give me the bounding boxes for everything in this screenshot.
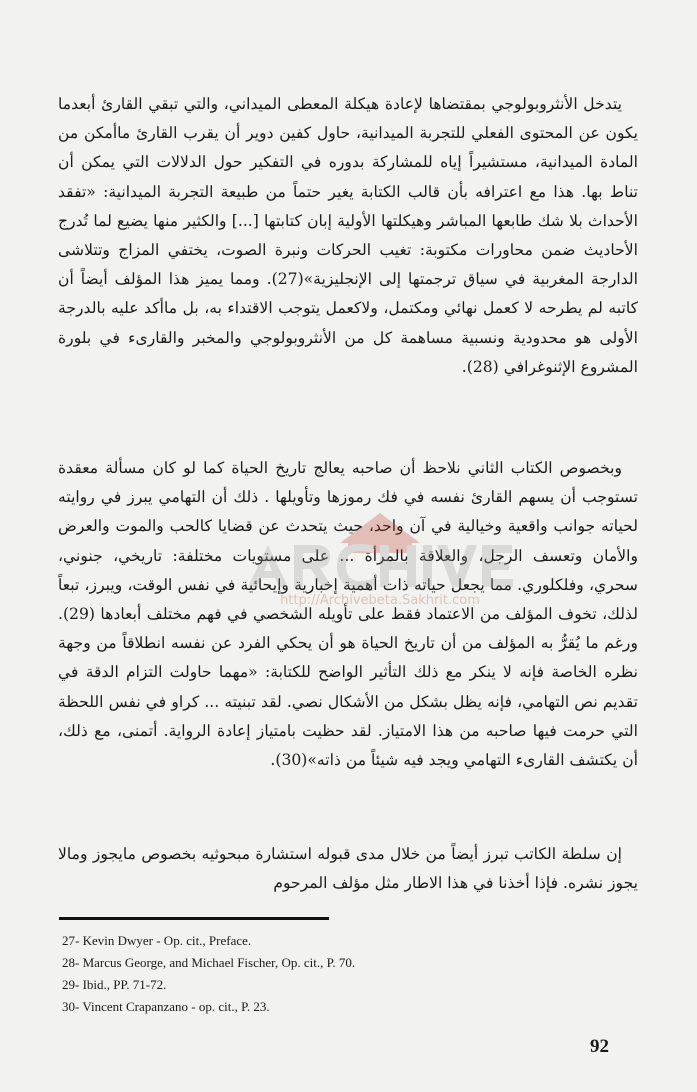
body-paragraph-1 (58, 90, 638, 382)
body-paragraph-3 (58, 840, 638, 898)
footnote-30: 30- Vincent Crapanzano - op. cit., P. 23. (62, 999, 270, 1014)
page-number: 92 (590, 1036, 609, 1057)
footnote-29: 29- Ibid., PP. 71-72. (62, 977, 167, 992)
paragraph-text: وبخصوص الكتاب الثاني نلاحظ أن صاحبه يعالج تاريخ الحياة كما لو كان مسألة معقدة تستوجب أن يسهم القارئ نفسه في فك رموزها وتأويلها . ذلك أن التهامي يبرز في روايته لحياته جوانب واقعية وخيالية في آن واحد، حيث يتحدث عن قضايا كالحب والموت والعرض والأمان وتعسف الرجل، والعلاقة بالمرأة ... على مستويات مختلفة: تاريخي، جنوني، سحري، وفلكلوري. مما يجعل حياته ذات أهمية إخبارية وإيحائية في نفس الوقت، ويبرز، تبعاً لذلك، تخوف المؤلف من الاعتماد فقط على تأويله الشخصي في فهم مختلف أبعادها (29). ورغم ما يُقرُّ به المؤلف من أن تاريخ الحياة هو أن يحكي الفرد عن نفسه انطلاقاً من وجهة نظره الخاصة فإنه لا ينكر مع ذلك التأثير الواضح للكتابة: «مهما حاولت التزام الدقة في تقديم نص التهامي، فإنه يظل بشكل من الأشكال نصي. لقد تبنيته ... كراو في نفس اللحظة التي حرمت فيها صاحبه من هذا الامتياز. لقد حظيت بامتياز إعادة الرواية. أتمنى، مع ذلك، أن يكتشف القارىء التهامي ويجد فيه شيئاً من ذاته»(30). (58, 459, 638, 770)
body-paragraph-2 (58, 454, 638, 775)
footnotes (62, 930, 622, 1018)
paragraph-text: إن سلطة الكاتب تبرز أيضاً من خلال مدى قبوله استشارة مبحوثيه بخصوص مايجوز ومالا يجوز نشره. فإذا أخذنا في هذا الاطار مثل مؤلف المرحوم (58, 845, 638, 893)
paragraph-text: يتدخل الأنثروبولوجي بمقتضاها لإعادة هيكلة المعطى الميداني، والتي تبقي القارئ أبعدما يكون عن المحتوى الفعلي للتجربة الميدانية، حاول كفين دوير أن يقرب القارئ ماأمكن من المادة الميدانية، مستشيراً إياه للمشاركة بدوره في التفكير حول الدلالات التي يمكن أن تناط بها. هذا مع اعترافه بأن قالب الكتابة يغير حتماً من طبيعة التجربة الميدانية: «تفقد الأحداث بلا شك طابعها المباشر وهيكلتها الأولية إبان كتابتها [...] والكثير منها يضيع لما تُدرج الأحاديث ضمن محاورات مكتوبة: تغيب الحركات ونبرة الصوت، يختفي المزاج وتتلاشى الدارجة المغربية في سياق ترجمتها إلى الإنجليزية»(27). ومما يميز هذا المؤلف أيضاً أن كاتبه لم يطرحه لا كعمل نهائي ومكتمل، ولاكعمل يتوجب الاقتداء به، بل ماأكد عليه بالدرجة الأولى هو محدودية ونسبية مساهمة كل من الأنثروبولوجي والمخبر والقارىء في بلورة المشروع الإثنوغرافي (28). (58, 95, 638, 376)
footnote-28: 28- Marcus George, and Michael Fischer, Op. cit., P. 70. (62, 955, 356, 970)
footnote-27: 27- Kevin Dwyer - Op. cit., Preface. (62, 933, 252, 948)
footnote-divider (59, 917, 329, 920)
watermark-url: http://Archivebeta.Sakhrit.com (280, 593, 480, 608)
